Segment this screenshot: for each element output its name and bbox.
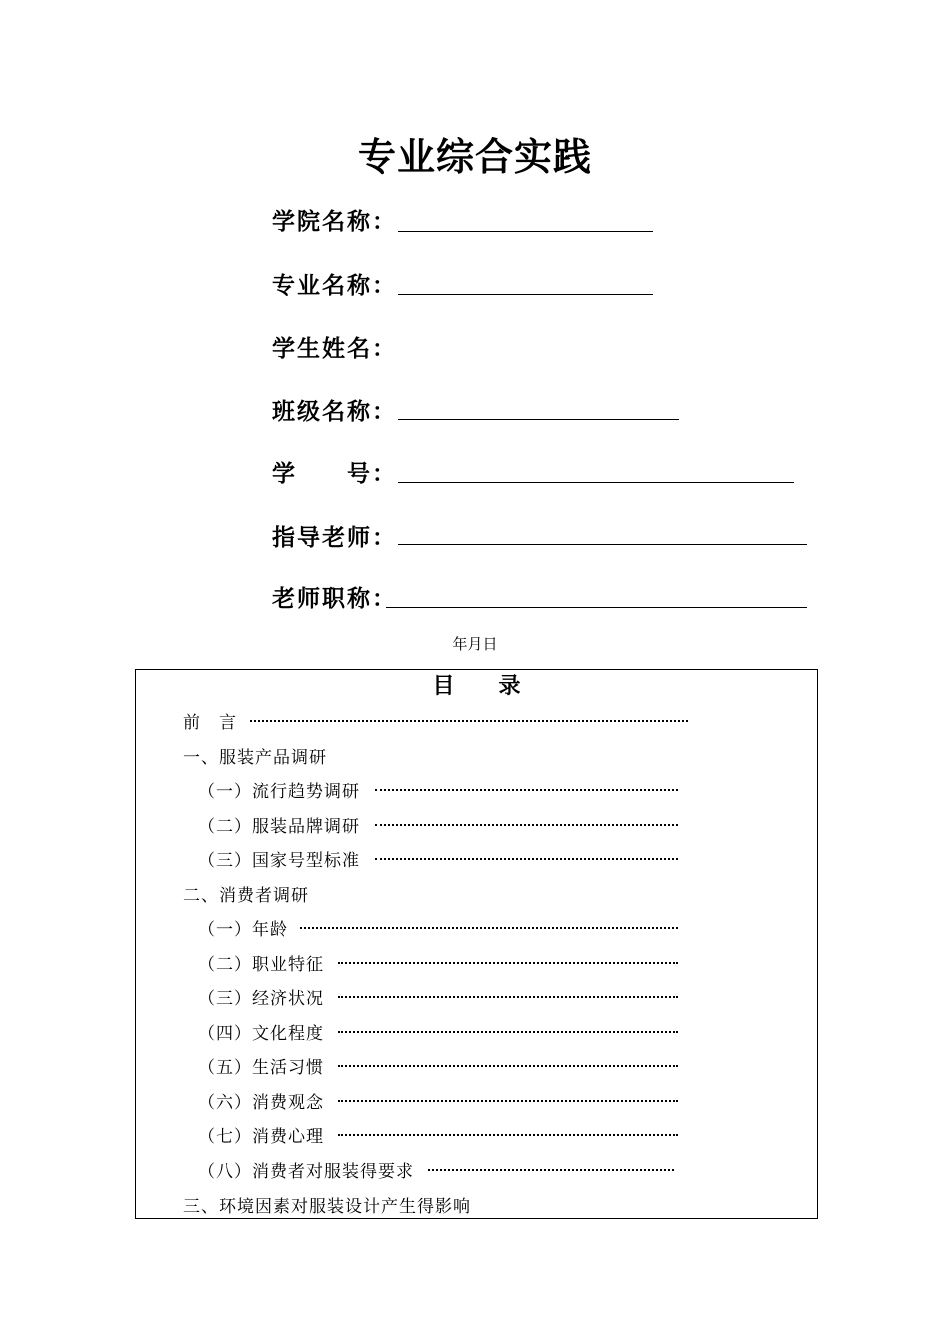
toc-leader-dots (338, 996, 678, 998)
toc-leader-dots (338, 1100, 678, 1102)
toc-leader-dots (338, 1065, 678, 1067)
toc-leader-dots (338, 1134, 678, 1136)
toc-leader-dots (338, 1031, 678, 1033)
college-label: 学院名称： (272, 209, 397, 235)
toc-item: （二）职业特征 (198, 955, 324, 975)
toc-item: （五）生活习惯 (198, 1058, 324, 1078)
toc-leader-dots (428, 1169, 674, 1171)
toc-item: （七）消费心理 (198, 1127, 324, 1147)
advisor-title-label: 老师职称： (272, 586, 397, 612)
toc-heading: 目录 (432, 673, 565, 699)
toc-item: 前 言 (183, 713, 237, 733)
toc-item: 三、环境因素对服装设计产生得影响 (183, 1197, 471, 1217)
date-line: 年月日 (452, 635, 498, 653)
toc-item: （八）消费者对服装得要求 (198, 1162, 414, 1182)
toc-item: （一）年龄 (198, 920, 288, 940)
student-name-label: 学生姓名： (272, 336, 397, 362)
toc-leader-dots (375, 824, 678, 826)
advisor-blank-line (398, 544, 807, 545)
toc-leader-dots (375, 789, 678, 791)
toc-item: （三）国家号型标准 (198, 851, 360, 871)
advisor-label: 指导老师： (272, 525, 397, 551)
document-title: 专业综合实践 (357, 135, 592, 179)
student-id-label: 学 号： (272, 461, 397, 487)
class-name-label: 班级名称： (272, 399, 397, 425)
college-blank-line (398, 231, 653, 232)
toc-item: 一、服装产品调研 (183, 748, 327, 768)
advisor-title-blank-line (386, 607, 807, 608)
major-label: 专业名称： (272, 273, 397, 299)
toc-leader-dots (338, 962, 678, 964)
toc-item: （三）经济状况 (198, 989, 324, 1009)
toc-item: （二）服装品牌调研 (198, 817, 360, 837)
toc-item: 二、消费者调研 (183, 886, 309, 906)
student-id-blank-line (398, 482, 794, 483)
toc-leader-dots (250, 720, 688, 722)
toc-item: （六）消费观念 (198, 1093, 324, 1113)
toc-leader-dots (300, 927, 678, 929)
toc-item: （四）文化程度 (198, 1024, 324, 1044)
major-blank-line (398, 294, 653, 295)
class-name-blank-line (398, 419, 679, 420)
toc-item: （一）流行趋势调研 (198, 782, 360, 802)
toc-leader-dots (375, 858, 678, 860)
